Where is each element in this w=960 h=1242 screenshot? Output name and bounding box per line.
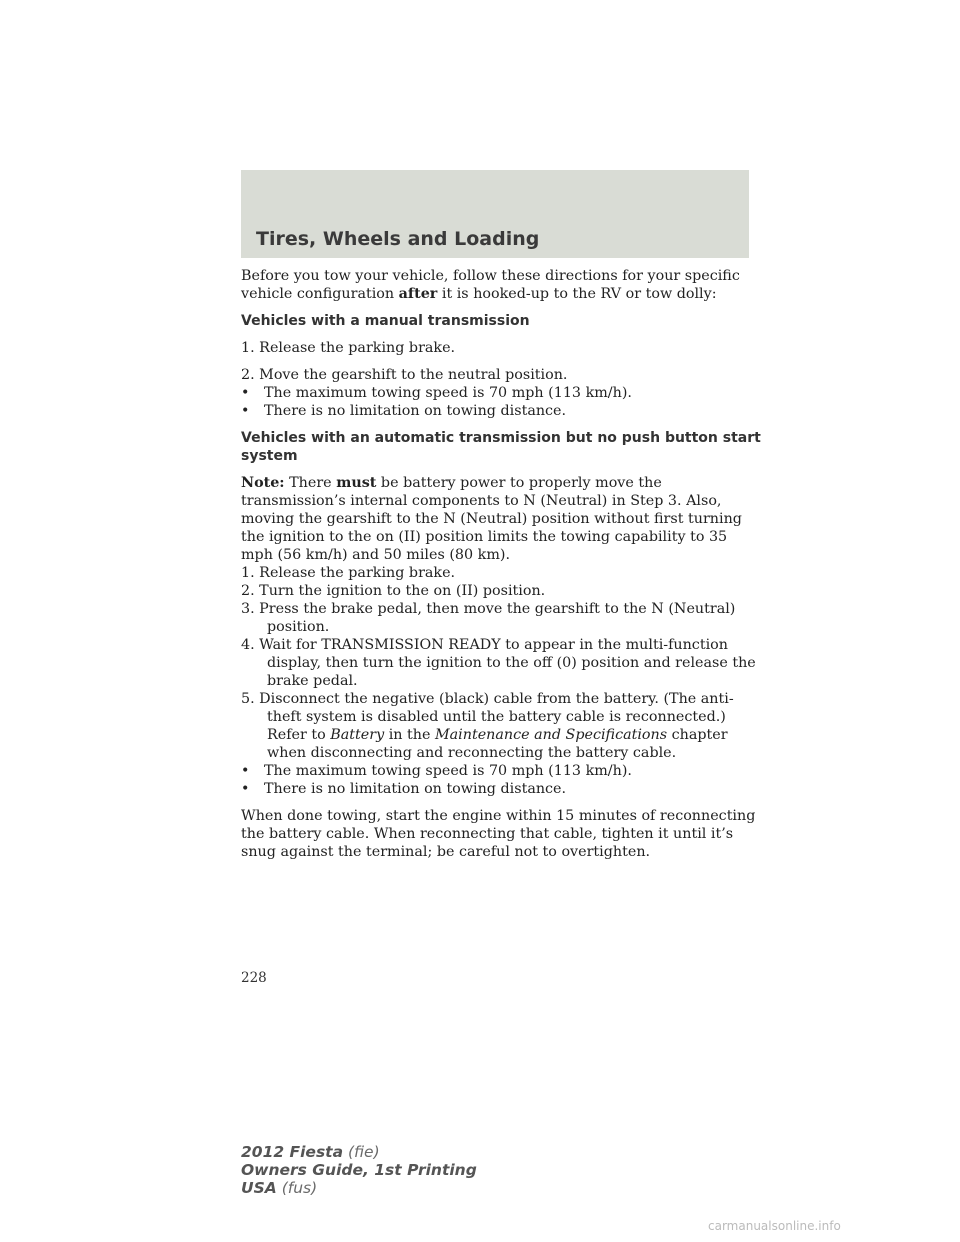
print-footer <box>241 1143 477 1197</box>
closing-paragraph: When done towing, start the engine within 15 minutes of reconnecting the battery cable. When reconnecting that cable, tighten it until it’s snug against the terminal; be careful not to overtighten. <box>241 808 756 860</box>
watermark: carmanualsonline.info <box>708 1219 841 1233</box>
automatic-bullet-2: • There is no limitation on towing distance. <box>241 781 567 797</box>
note-emphasis: must <box>336 475 377 491</box>
manual-step-1: 1. Release the parking brake. <box>241 340 456 356</box>
automatic-step-1: 1. Release the parking brake. <box>241 565 456 581</box>
manual-bullet-1: • The maximum towing speed is 70 mph (113 km/h). <box>241 385 632 401</box>
bullet-dot: • <box>241 385 250 401</box>
footer-line-market: USA (fus) <box>241 1179 318 1197</box>
manual-heading: Vehicles with a manual transmission <box>241 313 530 329</box>
intro-paragraph: Before you tow your vehicle, follow these directions for your specific vehicle configuration after it is hooked-up to the RV or tow dolly: <box>241 268 740 302</box>
page-content <box>241 267 761 861</box>
automatic-note: Note: There must be battery power to properly move the transmission’s internal components to N (Neutral) in Step 3. Also, moving the gearshift to the N (Neutral) position without first turning the ignition to the on (II) position limits the towing capability to 35 mph (56 km/h) and 50 miles (80 km). <box>241 475 742 563</box>
bullet-dot: • <box>241 403 250 419</box>
footer-line-model: 2012 Fiesta (fie) <box>241 1143 380 1161</box>
automatic-step-4: 4. Wait for TRANSMISSION READY to appear in the multi-function display, then turn the ignition to the off (0) position and release the brake pedal. <box>241 637 756 689</box>
battery-reference: Battery <box>330 727 385 743</box>
manual-bullet-2: • There is no limitation on towing distance. <box>241 403 567 419</box>
page-number: 228 <box>241 970 267 986</box>
footer-line-guide: Owners Guide, 1st Printing <box>241 1161 477 1179</box>
intro-emphasis: after <box>398 286 438 302</box>
automatic-step-2: 2. Turn the ignition to the on (II) position. <box>241 583 546 599</box>
automatic-bullet-1: • The maximum towing speed is 70 mph (113 km/h). <box>241 763 632 779</box>
bullet-dot: • <box>241 781 250 797</box>
automatic-heading: Vehicles with an automatic transmission but no push button start system <box>241 430 761 464</box>
note-label: Note: <box>241 475 285 491</box>
chapter-reference: Maintenance and Specifications <box>435 727 668 743</box>
automatic-step-5: 5. Disconnect the negative (black) cable from the battery. (The anti-theft system is disabled until the battery cable is reconnected.) Refer to Battery in the Maintenance and Specifications chapter when disconnecting and reconnecting the battery cable. <box>241 691 734 761</box>
section-title: Tires, Wheels and Loading <box>256 228 540 250</box>
manual-step-2: 2. Move the gearshift to the neutral position. <box>241 367 568 383</box>
automatic-step-3: 3. Press the brake pedal, then move the gearshift to the N (Neutral) position. <box>241 601 736 635</box>
bullet-dot: • <box>241 763 250 779</box>
